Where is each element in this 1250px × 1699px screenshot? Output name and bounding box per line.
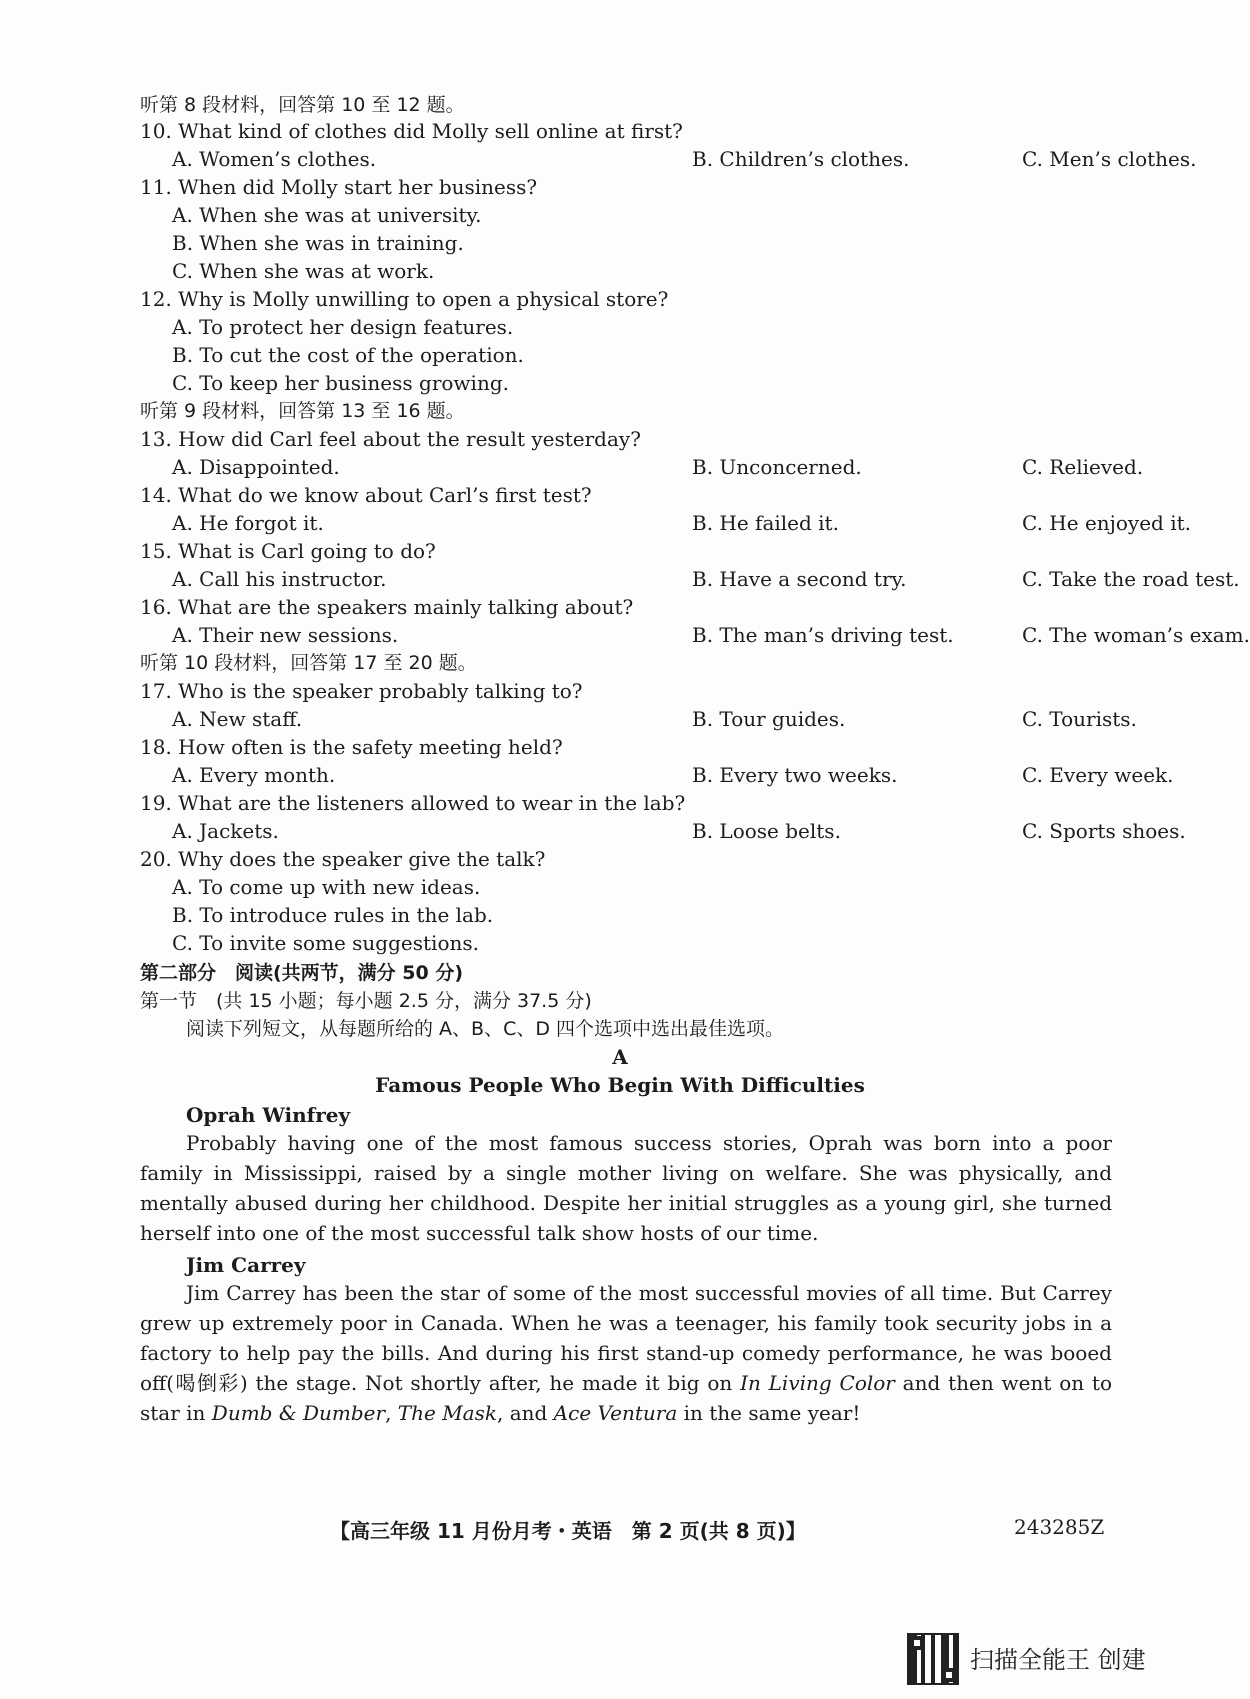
page-footer-code: 243285Z	[1014, 1515, 1105, 1539]
question-stem: 10. What kind of clothes did Molly sell online at first?	[140, 119, 683, 143]
option-b: B. The man’s driving test.	[692, 623, 954, 647]
question-stem: 13. How did Carl feel about the result yesterday?	[140, 427, 641, 451]
option-c: C. Men’s clothes.	[1022, 147, 1197, 171]
option-a: A. Women’s clothes.	[172, 147, 377, 171]
person-name: Oprah Winfrey	[186, 1103, 351, 1127]
options-row	[172, 706, 1137, 732]
passage-title: Famous People Who Begin With Difficulties	[375, 1073, 865, 1097]
movie-title: Ace Ventura	[553, 1401, 678, 1425]
question-stem: 19. What are the listeners allowed to wear in the lab?	[140, 791, 686, 815]
question-stem: 20. Why does the speaker give the talk?	[140, 847, 546, 871]
option-a: A. Their new sessions.	[172, 623, 399, 647]
options-row	[172, 762, 1174, 788]
question-stem: 12. Why is Molly unwilling to open a physical store?	[140, 287, 669, 311]
question-stem: 18. How often is the safety meeting held?	[140, 735, 563, 759]
option-a: A. To protect her design features.	[172, 315, 514, 339]
option-c: C. When she was at work.	[172, 259, 435, 283]
part-title: 第二部分 阅读(共两节，满分 50 分)	[140, 962, 464, 984]
section-title: 第一节 (共 15 小题；每小题 2.5 分，满分 37.5 分)	[140, 990, 592, 1012]
movie-title: Dumb & Dumber	[211, 1401, 386, 1425]
section-header: 听第 10 段材料，回答第 17 至 20 题。	[140, 652, 477, 674]
text-segment: in the same year!	[677, 1401, 861, 1425]
option-a: A. Disappointed.	[172, 455, 340, 479]
option-c: C. He enjoyed it.	[1022, 511, 1191, 535]
paragraph-text	[140, 1278, 1112, 1428]
question-stem: 17. Who is the speaker probably talking to?	[140, 679, 583, 703]
options-row	[172, 454, 1144, 480]
question-stem: 11. When did Molly start her business?	[140, 175, 538, 199]
movie-title: The Mask	[397, 1401, 497, 1425]
option-c: C. The woman’s exam.	[1022, 623, 1250, 647]
text-segment: , and	[496, 1401, 554, 1425]
option-a: A. Every month.	[172, 763, 336, 787]
text-segment: Jim Carrey has been the star of some of the most successful movies of all time. But Carrey grew up extremely poor in Canada. When he was a teenager, his family took security jobs in a factory to help pay the bills. And during his first stand-up comedy performance, he was booed off(喝倒彩) the stage. Not shortly after, he made it big on	[140, 1281, 1112, 1395]
options-row	[172, 818, 1186, 844]
question-stem: 14. What do we know about Carl’s first test?	[140, 483, 592, 507]
question-stem: 15. What is Carl going to do?	[140, 539, 436, 563]
options-row	[172, 566, 1240, 592]
qr-code-icon	[907, 1633, 959, 1685]
option-b: B. Have a second try.	[692, 567, 907, 591]
option-a: A. To come up with new ideas.	[172, 875, 481, 899]
option-c: C. To keep her business growing.	[172, 371, 509, 395]
movie-title: In Living Color	[740, 1371, 895, 1395]
option-a: A. Jackets.	[172, 819, 279, 843]
page-footer-label: 【高三年级 11 月份月考・英语 第 2 页(共 8 页)】	[330, 1519, 806, 1543]
option-b: B. Every two weeks.	[692, 763, 898, 787]
option-b: B. Children’s clothes.	[692, 147, 910, 171]
option-c: C. Every week.	[1022, 763, 1174, 787]
scanner-watermark: 扫描全能王 创建	[970, 1646, 1146, 1674]
paragraph-carrey	[140, 1278, 1112, 1428]
option-b: B. Unconcerned.	[692, 455, 862, 479]
passage-letter: A	[612, 1045, 628, 1069]
paragraph-text: Probably having one of the most famous success stories, Oprah was born into a poor family in Mississippi, raised by a single mother living on welfare. She was physically, and mentally abused during her childhood. Despite her initial struggles as a young girl, she turned herself into one of the most successful talk show hosts of our time.	[140, 1131, 1112, 1245]
instruction: 阅读下列短文，从每题所给的 A、B、C、D 四个选项中选出最佳选项。	[186, 1018, 785, 1040]
options-row	[172, 510, 1191, 536]
option-b: B. Loose belts.	[692, 819, 841, 843]
options-row	[172, 622, 1250, 648]
section-header: 听第 8 段材料，回答第 10 至 12 题。	[140, 94, 465, 116]
option-c: C. To invite some suggestions.	[172, 931, 479, 955]
options-row	[172, 146, 1197, 172]
text-segment: ,	[385, 1401, 398, 1425]
option-b: B. When she was in training.	[172, 231, 464, 255]
option-c: C. Take the road test.	[1022, 567, 1240, 591]
option-c: C. Sports shoes.	[1022, 819, 1186, 843]
option-a: A. He forgot it.	[172, 511, 324, 535]
option-a: A. New staff.	[172, 707, 303, 731]
section-header: 听第 9 段材料，回答第 13 至 16 题。	[140, 400, 465, 422]
option-c: C. Relieved.	[1022, 455, 1144, 479]
text-segment: and then went on to star in	[140, 1371, 1112, 1425]
option-c: C. Tourists.	[1022, 707, 1137, 731]
option-b: B. To cut the cost of the operation.	[172, 343, 524, 367]
person-name: Jim Carrey	[186, 1253, 306, 1277]
question-stem: 16. What are the speakers mainly talking about?	[140, 595, 634, 619]
option-b: B. Tour guides.	[692, 707, 846, 731]
option-a: A. When she was at university.	[172, 203, 482, 227]
option-b: B. To introduce rules in the lab.	[172, 903, 494, 927]
paragraph-oprah	[140, 1128, 1112, 1248]
option-b: B. He failed it.	[692, 511, 839, 535]
option-a: A. Call his instructor.	[172, 567, 387, 591]
